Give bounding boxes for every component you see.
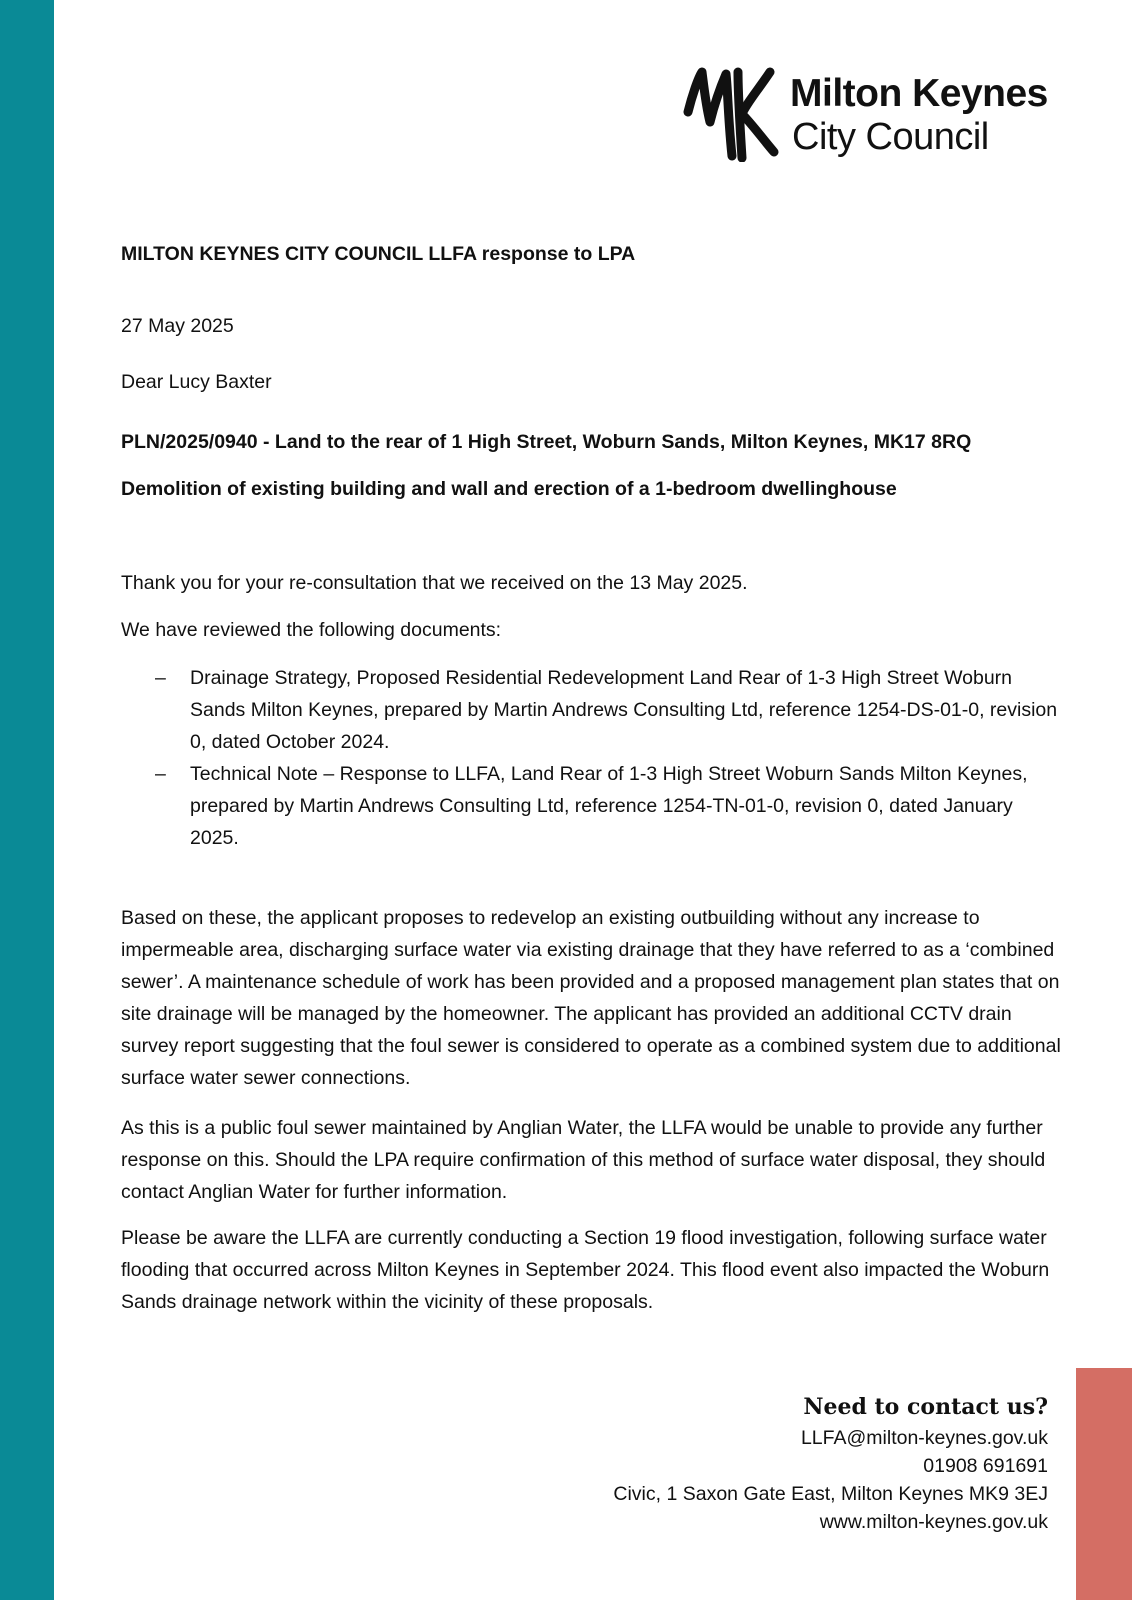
- logo-org-type: City Council: [792, 116, 989, 158]
- mk-logo-icon: [682, 66, 782, 162]
- contact-block: [613, 1392, 1048, 1536]
- letter-date: 27 May 2025: [121, 315, 234, 337]
- flood-investigation-paragraph: Please be aware the LLFA are currently conducting a Section 19 flood investigation, following surface water flooding that occurred across Milton Keynes in September 2024. This flood event also impacted the Woburn Sands drainage network within the vicinity of these proposals.: [121, 1227, 1050, 1313]
- salutation: Dear Lucy Baxter: [121, 371, 272, 393]
- assessment-paragraph: Based on these, the applicant proposes to redevelop an existing outbuilding without any increase to impermeable area, discharging surface water via existing drainage that they have referred to as a ‘combined sewer’. A maintenance schedule of work has been provided and a proposed management plan states that on site drainage will be managed by the homeowner. The applicant has provided an additional CCTV drain survey report suggesting that the foul sewer is considered to operate as a combined system due to additional surface water sewer connections.: [121, 907, 1061, 1089]
- reviewed-documents-intro: We have reviewed the following documents:: [121, 619, 502, 641]
- bullet-dash: –: [155, 763, 166, 785]
- list-item: [121, 662, 1061, 758]
- intro-paragraph: Thank you for your re-consultation that we received on the 13 May 2025.: [121, 572, 748, 594]
- bullet-dash: –: [155, 667, 166, 689]
- letter-title: MILTON KEYNES CITY COUNCIL LLFA response to LPA: [121, 243, 636, 265]
- council-logo: [682, 66, 1062, 166]
- application-reference: PLN/2025/0940 - Land to the rear of 1 High Street, Woburn Sands, Milton Keynes, MK17 8RQ: [121, 431, 972, 453]
- contact-phone: 01908 691691: [923, 1455, 1048, 1477]
- reviewed-documents-list: [121, 662, 1061, 854]
- list-item: [121, 758, 1061, 854]
- proposal-description: Demolition of existing building and wall and erection of a 1-bedroom dwellinghouse: [121, 478, 897, 500]
- contact-address: Civic, 1 Saxon Gate East, Milton Keynes MK9 3EJ: [613, 1483, 1048, 1505]
- corner-accent-block: [1076, 1368, 1132, 1600]
- logo-org-name: Milton Keynes: [790, 72, 1048, 115]
- left-accent-stripe: [0, 0, 54, 1600]
- document-entry: Technical Note – Response to LLFA, Land Rear of 1-3 High Street Woburn Sands Milton Keynes, prepared by Martin Andrews Consulting Ltd, reference 1254-TN-01-0, revision 0, dated January 2025.: [190, 763, 1028, 849]
- document-entry: Drainage Strategy, Proposed Residential Redevelopment Land Rear of 1-3 High Street Woburn Sands Milton Keynes, prepared by Martin Andrews Consulting Ltd, reference 1254-DS-01-0, revision 0, dated October 2024.: [190, 667, 1058, 753]
- contact-heading: Need to contact us?: [803, 1394, 1048, 1420]
- anglian-water-paragraph: As this is a public foul sewer maintained by Anglian Water, the LLFA would be unable to provide any further response on this. Should the LPA require confirmation of this method of surface water disposal, they should contact Anglian Water for further information.: [121, 1117, 1046, 1203]
- contact-email[interactable]: LLFA@milton-keynes.gov.uk: [800, 1427, 1048, 1449]
- contact-website[interactable]: www.milton-keynes.gov.uk: [819, 1511, 1048, 1533]
